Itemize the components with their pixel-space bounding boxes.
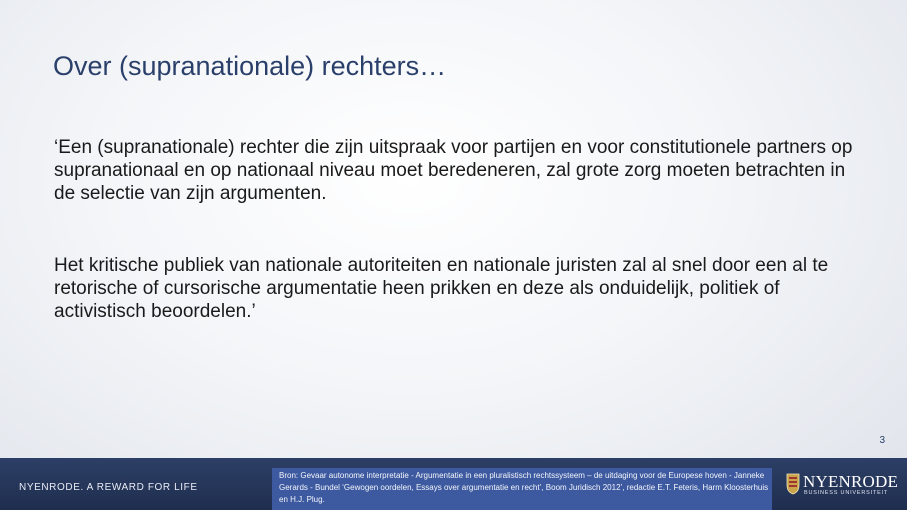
page-number: 3 <box>879 435 885 446</box>
source-box <box>272 468 772 510</box>
logo-wordmark: NYENRODE <box>803 472 899 491</box>
nyenrode-logo <box>786 471 899 499</box>
slide-title: Over (supranationale) rechters… <box>53 51 447 81</box>
logo-subtitle: BUSINESS UNIVERSITEIT <box>804 490 889 496</box>
shield-crest-icon <box>786 473 800 495</box>
quote-paragraph-2: Het kritische publiek van nationale autoriteiten en nationale juristen zal al snel door een al te retorische of cursorische argumentatie heen prikken en deze als onduidelijk, politiek of activistisch beoordelen.’ <box>54 255 829 322</box>
source-citation: Bron: Gevaar autonome interpretatie - Argumentatie in een pluralistisch rechtssysteem – de uitdaging voor de Europese hoven - Janneke Gerards - Bundel ‘Gewogen oordelen, Essays over argumentatie en recht’, Boom Juridisch 2012’, redactie E.T. Feteris, Harm Kloosterhuis en H.J. Plug. <box>279 471 769 504</box>
footer-tagline: NYENRODE. A REWARD FOR LIFE <box>19 482 198 493</box>
footer-bar <box>0 458 907 510</box>
quote-paragraph-1: ‘Een (supranationale) rechter die zijn uitspraak voor partijen en voor constitutionele partners op supranationaal en op nationaal niveau moet beredeneren, zal grote zorg moeten betrachten in de selectie van zijn argumenten. <box>54 137 853 204</box>
